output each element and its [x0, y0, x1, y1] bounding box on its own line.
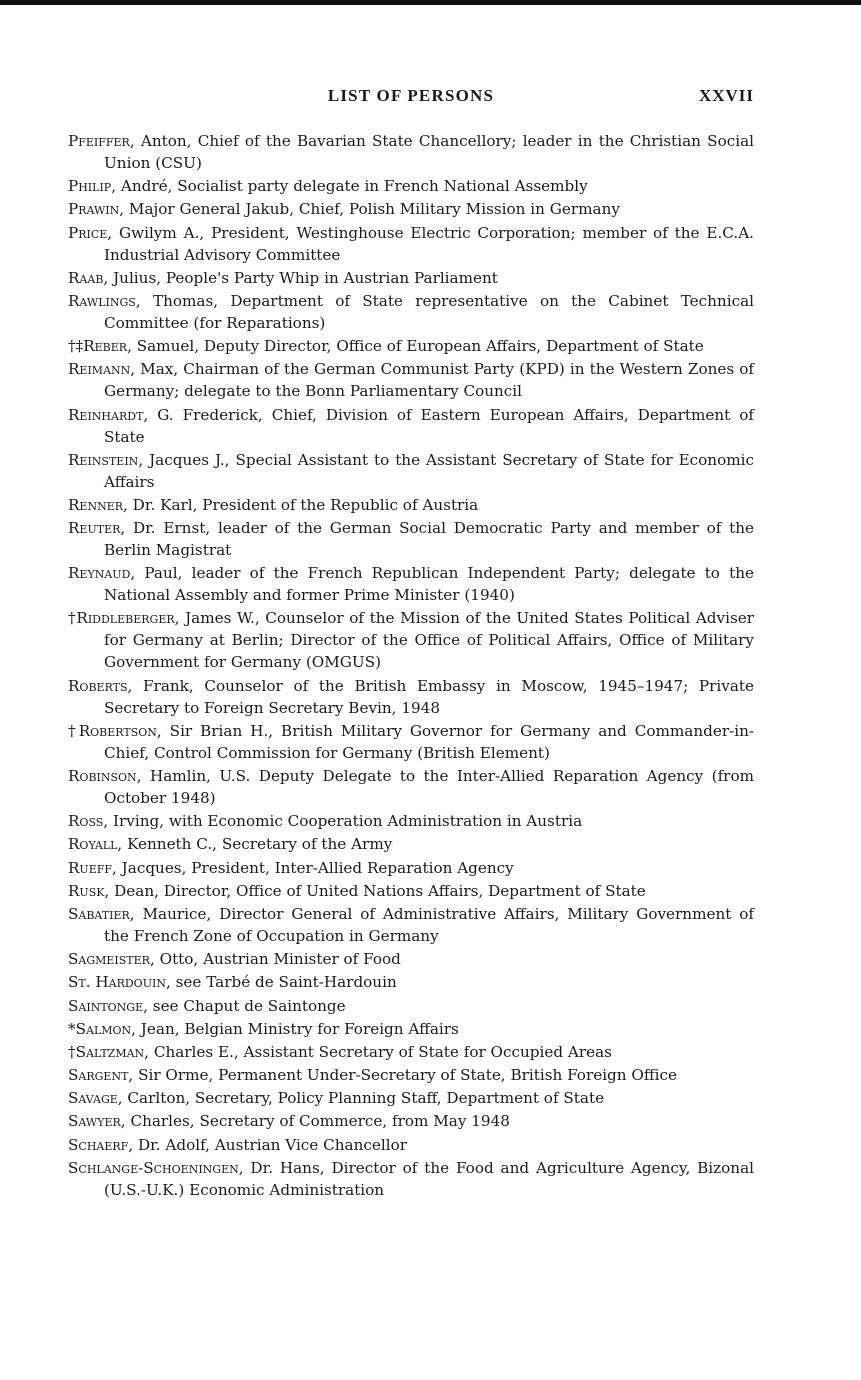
person-entry	[68, 607, 754, 673]
entry-surname: Reinstein	[68, 450, 139, 469]
person-entry	[68, 903, 754, 947]
persons-list	[68, 130, 754, 1202]
person-entry	[68, 1087, 754, 1109]
person-entry	[68, 1041, 754, 1063]
person-entry	[68, 720, 754, 764]
entry-description: , Dr. Hans, Director of the Food and Agriculture Agency, Bizonal (U.S.-U.K.) Economic Administration	[104, 1158, 754, 1199]
page-title: LIST OF PERSONS	[327, 86, 495, 105]
person-entry	[68, 290, 754, 334]
person-entry	[68, 675, 754, 719]
person-entry	[68, 517, 754, 561]
person-entry	[68, 175, 754, 197]
person-entry	[68, 810, 754, 832]
entry-surname: Sagmeister	[68, 950, 150, 969]
entry-description: , Carlton, Secretary, Policy Planning Staff, Department of State	[117, 1089, 605, 1108]
entry-description: , André, Socialist party delegate in French National Assembly	[111, 177, 588, 196]
entry-surname: Robertson	[78, 721, 157, 740]
entry-description: , James W., Counselor of the Mission of the United States Political Adviser for Germany at Berlin; Director of the Office of Political Affairs, Office of Military Government for Germany (OMGUS)	[104, 609, 754, 672]
person-entry	[68, 198, 754, 220]
person-entry	[68, 222, 754, 266]
entry-surname: Riddleberger	[76, 609, 175, 628]
entry-surname: Pfeiffer	[68, 132, 130, 150]
entry-surname: Rawlings	[68, 291, 136, 310]
entry-surname: Royall	[68, 835, 118, 854]
person-entry	[68, 833, 754, 855]
entry-surname: Schaerf	[68, 1135, 129, 1154]
entry-marks: †	[68, 1042, 76, 1061]
entry-surname: St. Hardouin	[68, 973, 166, 992]
entry-description: , Thomas, Department of State representative on the Cabinet Technical Committee (for Reparations)	[104, 291, 754, 332]
person-entry	[68, 494, 754, 516]
entry-surname: Philip	[68, 177, 112, 196]
entry-surname: Sawyer	[68, 1112, 121, 1131]
entry-description: , Dr. Karl, President of the Republic of Austria	[123, 495, 479, 514]
entry-description: , Hamlin, U.S. Deputy Delegate to the Inter-Allied Reparation Agency (from October 1948)	[104, 767, 754, 807]
entry-surname: Renner	[68, 495, 124, 514]
entry-description: , Dean, Director, Office of United Nations Affairs, Department of State	[104, 881, 646, 900]
page-number: XXVII	[698, 86, 754, 105]
entry-description: , Charles E., Assistant Secretary of State for Occupied Areas	[144, 1042, 612, 1061]
entry-surname: Sabatier	[68, 904, 130, 923]
entry-surname: Reimann	[68, 360, 131, 379]
top-border-rule	[0, 0, 861, 5]
person-entry	[68, 948, 754, 970]
person-entry	[68, 971, 754, 993]
entry-description: , Sir Orme, Permanent Under-Secretary of State, British Foreign Office	[128, 1066, 677, 1085]
entry-description: , Frank, Counselor of the British Embassy in Moscow, 1945–1947; Private Secretary to Foreign Secretary Bevin, 1948	[104, 676, 754, 717]
person-entry	[68, 765, 754, 809]
entry-description: , Julius, People's Party Whip in Austrian Parliament	[103, 268, 498, 287]
entry-marks: *	[68, 1019, 76, 1038]
person-entry	[68, 358, 754, 402]
entry-surname: Salmon	[75, 1019, 132, 1038]
person-entry	[68, 1064, 754, 1086]
person-entry	[68, 857, 754, 879]
entry-description: , see Chaput de Saintonge	[143, 996, 346, 1015]
person-entry	[68, 562, 754, 606]
page-header	[68, 86, 754, 108]
entry-description: , Sir Brian H., British Military Governor for Germany and Commander-in-Chief, Control Commission for Germany (British Element)	[104, 721, 755, 762]
person-entry	[68, 1134, 754, 1156]
entry-surname: Reinhardt	[68, 405, 144, 424]
entry-surname: Reber	[83, 337, 128, 356]
entry-description: , Dr. Adolf, Austrian Vice Chancellor	[128, 1135, 407, 1154]
entry-description: , see Tarbé de Saint-Hardouin	[165, 973, 397, 992]
entry-description: , Anton, Chief of the Bavarian State Chancellory; leader in the Christian Social Union (CSU)	[104, 132, 754, 172]
entry-surname: Robinson	[68, 767, 137, 785]
entry-description: , Kenneth C., Secretary of the Army	[117, 835, 393, 854]
entry-surname: Saintonge	[68, 996, 144, 1015]
person-entry	[68, 130, 754, 174]
person-entry	[68, 449, 754, 493]
person-entry	[68, 267, 754, 289]
entry-description: , Charles, Secretary of Commerce, from May 1948	[120, 1112, 510, 1131]
entry-surname: Sargent	[68, 1066, 129, 1085]
person-entry	[68, 880, 754, 902]
entry-marks: †	[68, 721, 79, 740]
entry-description: , Major General Jakub, Chief, Polish Military Mission in Germany	[119, 200, 620, 219]
person-entry	[68, 335, 754, 357]
entry-description: , Max, Chairman of the German Communist Party (KPD) in the Western Zones of Germany; delegate to the Bonn Parliamentary Council	[104, 360, 754, 401]
person-entry	[68, 1110, 754, 1132]
entry-surname: Prawin	[68, 200, 120, 219]
entry-description: , Dr. Ernst, leader of the German Social Democratic Party and member of the Berlin Magistrat	[104, 519, 754, 560]
person-entry	[68, 404, 754, 448]
entry-surname: Ross	[68, 812, 104, 831]
entry-surname: Rueff	[68, 858, 113, 877]
person-entry	[68, 1018, 754, 1040]
entry-description: , Maurice, Director General of Administrative Affairs, Military Government of the French Zone of Occupation in Germany	[104, 904, 754, 945]
entry-surname: Price	[68, 223, 108, 242]
entry-surname: Roberts	[68, 676, 128, 695]
person-entry	[68, 1157, 754, 1201]
entry-marks: †	[68, 609, 77, 628]
entry-description: , G. Frederick, Chief, Division of Eastern European Affairs, Department of State	[104, 405, 754, 446]
entry-description: , Samuel, Deputy Director, Office of European Affairs, Department of State	[127, 337, 704, 356]
entry-description: , Otto, Austrian Minister of Food	[149, 950, 401, 969]
entry-surname: Reynaud	[68, 564, 131, 583]
entry-surname: Reuter	[68, 519, 121, 538]
person-entry	[68, 995, 754, 1017]
entry-surname: Savage	[68, 1089, 118, 1108]
entry-description: , Paul, leader of the French Republican Independent Party; delegate to the National Assembly and former Prime Minister (1940)	[104, 564, 754, 605]
entry-description: , Jean, Belgian Ministry for Foreign Affairs	[131, 1019, 459, 1038]
entry-surname: Rusk	[68, 881, 105, 900]
entry-surname: Raab	[68, 268, 104, 287]
entry-surname: Schlange-Schoeningen	[68, 1158, 239, 1177]
entry-marks: †‡	[68, 337, 84, 356]
entry-description: , Jacques J., Special Assistant to the Assistant Secretary of State for Economic Affairs	[104, 450, 754, 491]
entry-description: , Jacques, President, Inter-Allied Reparation Agency	[112, 858, 514, 877]
entry-surname: Saltzman	[75, 1042, 145, 1061]
entry-description: , Gwilym A., President, Westinghouse Electric Corporation; member of the E.C.A. Industrial Advisory Committee	[104, 223, 754, 264]
entry-description: , Irving, with Economic Cooperation Administration in Austria	[103, 812, 583, 831]
